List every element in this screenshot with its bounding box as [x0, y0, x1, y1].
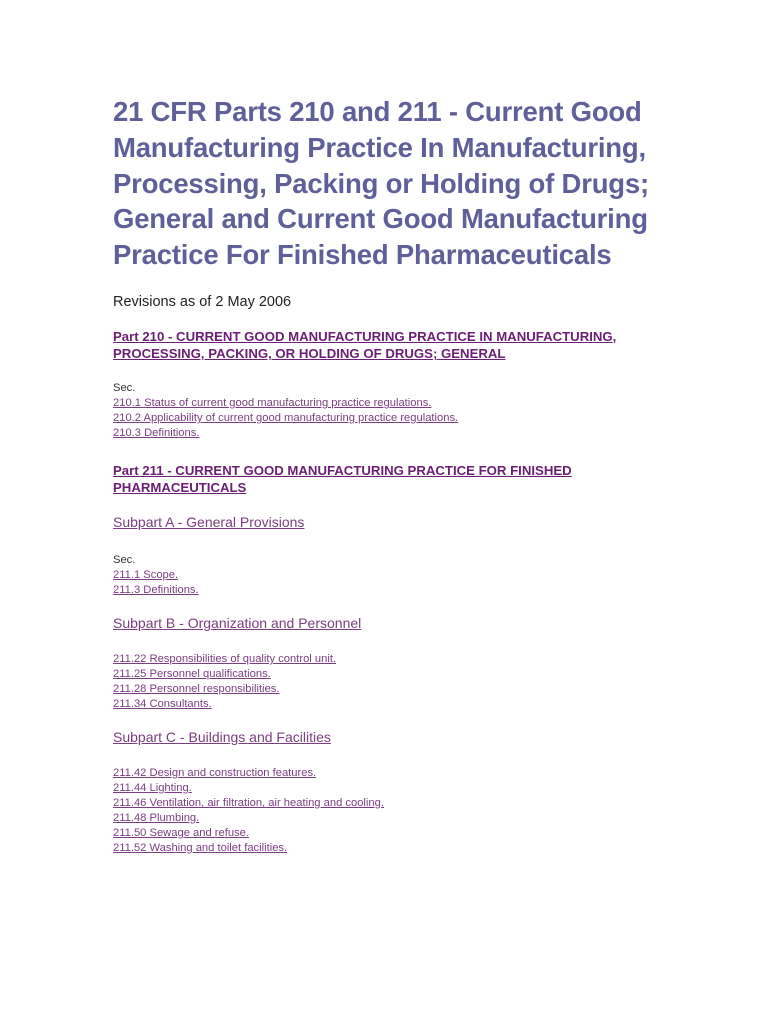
section-label: Sec. — [113, 381, 136, 394]
section-link-210-2[interactable]: 210.2 Applicability of current good manufacturing practice regulations. — [113, 411, 459, 424]
section-link-211-22[interactable]: 211.22 Responsibilities of quality control unit. — [113, 652, 337, 665]
section-trailing-period: . — [195, 583, 199, 596]
section-link-211-46[interactable]: 211.46 Ventilation, air filtration, air heating and cooling. — [113, 796, 384, 809]
section-row-211-1 — [113, 568, 658, 583]
part-211-heading-link[interactable]: Part 211 - CURRENT GOOD MANUFACTURING PRACTICE FOR FINISHED PHARMACEUTICALS — [113, 462, 572, 496]
subpart-a-link[interactable]: Subpart A - General Provisions — [113, 513, 305, 530]
section-link-211-50[interactable]: 211.50 Sewage and refuse. — [113, 826, 250, 839]
subpart-b-link[interactable]: Subpart B - Organization and Personnel — [113, 614, 362, 631]
section-label: Sec. — [113, 553, 136, 566]
part-210-section-list — [113, 396, 658, 441]
section-link-211-48[interactable]: 211.48 Plumbing. — [113, 811, 200, 824]
subpart-c-section-list — [113, 766, 658, 856]
revisions-date: Revisions as of 2 May 2006 — [113, 293, 292, 310]
section-link-211-28[interactable]: 211.28 Personnel responsibilities. — [113, 682, 280, 695]
subpart-a-section-list — [113, 568, 658, 598]
section-link-210-1[interactable]: 210.1 Status of current good manufacturing practice regulations. — [113, 396, 432, 409]
document-title: 21 CFR Parts 210 and 211 - Current Good Manufacturing Practice In Manufacturing, Processing, Packing or Holding of Drugs; General and Current Good Manufacturing Practice For Finished Pharmaceuticals — [113, 96, 649, 271]
document-page — [113, 94, 658, 856]
section-link-211-3[interactable]: 211.3 Definitions — [113, 583, 196, 596]
subpart-b-section-list — [113, 652, 658, 712]
section-link-211-44[interactable]: 211.44 Lighting. — [113, 781, 192, 794]
section-link-211-25[interactable]: 211.25 Personnel qualifications. — [113, 667, 271, 680]
section-link-210-3[interactable]: 210.3 Definitions. — [113, 426, 200, 439]
section-row-211-3 — [113, 583, 658, 598]
part-210-heading-link[interactable]: Part 210 - CURRENT GOOD MANUFACTURING PRACTICE IN MANUFACTURING, PROCESSING, PACKING, OR HOLDING OF DRUGS; GENERAL — [113, 328, 617, 362]
section-link-211-1[interactable]: 211.1 Scope — [113, 568, 175, 581]
section-trailing-period: . — [175, 568, 179, 581]
section-link-211-34[interactable]: 211.34 Consultants. — [113, 697, 212, 710]
section-link-211-42[interactable]: 211.42 Design and construction features. — [113, 766, 317, 779]
subpart-c-link[interactable]: Subpart C - Buildings and Facilities — [113, 728, 331, 745]
section-link-211-52[interactable]: 211.52 Washing and toilet facilities. — [113, 841, 288, 854]
